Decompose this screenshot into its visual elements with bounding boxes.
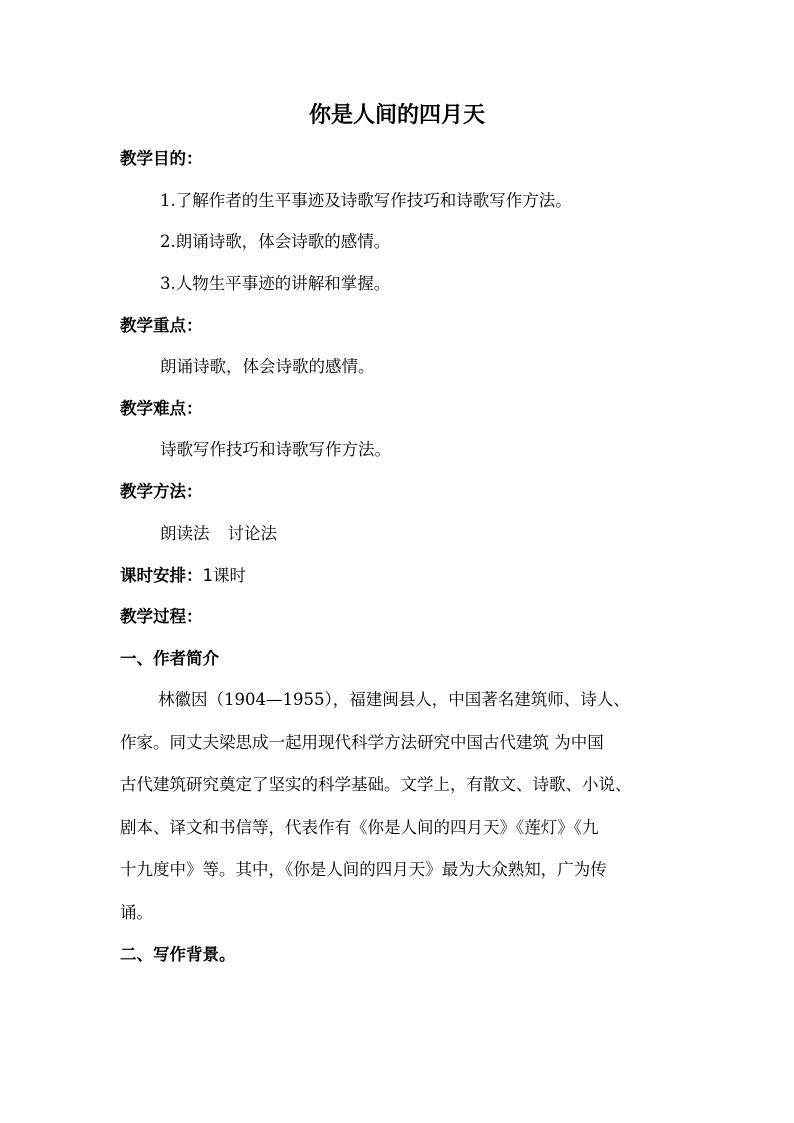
difficulties-heading: 教学难点： (120, 399, 203, 418)
method-discussion: 讨论法 (227, 524, 277, 543)
section-background-heading: 二、写作背景。 (120, 945, 236, 964)
difficulties-text: 诗歌写作技巧和诗歌写作方法。 (160, 440, 391, 459)
schedule-label: 课时安排： (120, 566, 203, 585)
objectives-heading: 教学目的： (120, 149, 203, 168)
page-title: 你是人间的四月天 (308, 103, 485, 128)
objective-item-1: 1.了解作者的生平事迹及诗歌写作技巧和诗歌写作方法。 (160, 191, 572, 210)
author-paragraph-line-3: 古代建筑研究奠定了坚实的科学基础。文学上，有散文、诗歌、小说、 (120, 775, 632, 794)
methods-list (160, 522, 277, 546)
methods-heading: 教学方法： (120, 482, 203, 501)
method-reading: 朗读法 (160, 524, 210, 543)
process-heading: 教学过程： (120, 607, 203, 626)
objective-item-2: 2.朗诵诗歌，体会诗歌的感情。 (160, 232, 391, 251)
schedule-value: 1课时 (202, 566, 246, 585)
key-points-text: 朗诵诗歌，体会诗歌的感情。 (160, 357, 375, 376)
objective-item-3: 3.人物生平事迹的讲解和掌握。 (160, 274, 391, 293)
section-author-heading: 一、作者简介 (120, 649, 219, 668)
schedule-row (120, 564, 246, 588)
author-paragraph-line-2: 作家。同丈夫梁思成一起用现代科学方法研究中国古代建筑 为中国 (120, 733, 604, 752)
author-paragraph-line-1: 林徽因（1904—1955），福建闽县人，中国著名建筑师、诗人、 (158, 690, 630, 709)
author-paragraph-line-6: 诵。 (120, 903, 153, 922)
author-paragraph-line-5: 十九度中》等。其中，《你是人间的四月天》最为大众熟知，广为传 (120, 860, 607, 879)
key-points-heading: 教学重点： (120, 316, 203, 335)
author-paragraph-line-4: 剧本、译文和书信等，代表作有《你是人间的四月天》《莲灯》《九 (120, 818, 599, 837)
